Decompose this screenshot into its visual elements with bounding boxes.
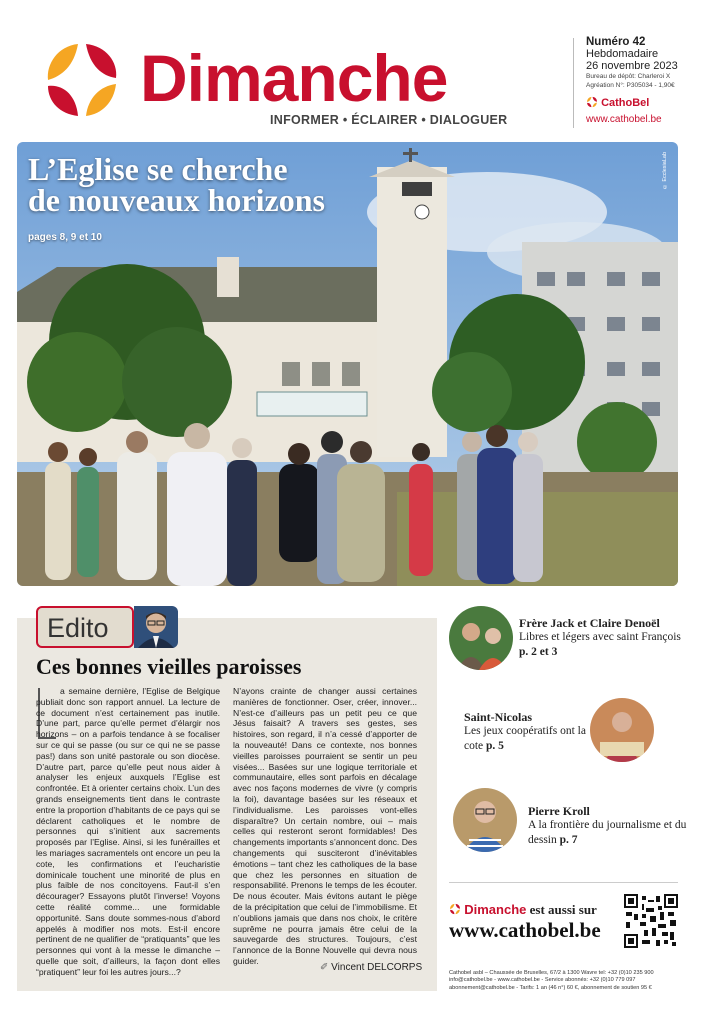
photo-credit: © EcclesiaLab: [662, 152, 668, 190]
website-link[interactable]: www.cathobel.be: [586, 114, 662, 125]
teaser-3-pages: p. 7: [559, 834, 578, 846]
cover-headline: [28, 151, 325, 218]
teaser-3-subtitle: A la frontière du journalisme et du dessin: [528, 819, 687, 846]
promo-url[interactable]: www.cathobel.be: [449, 918, 601, 942]
publisher-logo: [586, 96, 649, 109]
edito-label: Edito: [47, 613, 109, 643]
masthead-tagline: INFORMER • ÉCLAIRER • DIALOGUER: [270, 113, 508, 127]
teaser-1-title: Frère Jack et Claire Denoël: [519, 616, 660, 630]
masthead-divider: [573, 38, 574, 128]
dimanche-small-logo-icon: [449, 903, 461, 915]
promo-brand: Dimanche: [464, 902, 527, 917]
edito-column-1: a semaine dernière, l’Eglise de Belgique publiait donc son rapport annuel. La lecture de ce document n’est certainement pas inutile. D’une part, parce qu’elle permet d’élargir nos horizons – on a parfois tendance à se focaliser sur ce qui se passe (ou sur ce qui ne se passe pas!) dans son unité pastorale ou son diocèse. D’autre part, parce qu’elle peut nous aider à analyser les enjeux auxquels l’Eglise est confrontée. Et à orienter certains choix. L’un des grands enseignements tient dans le contraste entre la proportion d’habitants de ce pays qui se déclarent catholiques et le nombre de personnes qui s’initient aux sacrements proposés par l’Eglise. Ainsi, si les funérailles et les mariages sacramentels ont encore un peu la cote, les confirmations et l’eucharistie dominicale touchent une minorité de plus en plus faible de nos concitoyens. Faut-il s’en décourager? Essayons plutôt l’inverse! Voyons cette réalité comme... une formidable opportunité. Sans doute sommes-nous d’abord appelés à modifier nos mots. Est-il encore pertinent de ne qualifier de “pratiquants” que les personnes qui vont à la messe le dimanche – quelle que soit, d’ailleurs, la façon dont elles “pratiquent” leur foi les autres jours...?: [36, 686, 220, 977]
teaser-1-photo: [449, 606, 513, 670]
masthead-brand: Dimanche: [140, 41, 448, 115]
teaser-3-title: Pierre Kroll: [528, 804, 590, 818]
cover-headline-line1: L’Eglise se cherche: [28, 151, 288, 187]
issue-info: [586, 36, 678, 90]
cover-pages: pages 8, 9 et 10: [28, 232, 102, 243]
issue-depot: Bureau de dépôt: Charleroi X: [586, 73, 671, 80]
teaser-2-pages: p. 5: [486, 740, 504, 752]
footer-contact: Cathobel asbl – Chaussée de Bruxelles, 67/2 à 1300 Wavre tel: +32 (0)10 235 900 info@cathobel.be - www.cathobel.be - Service abonnés: +32 (0)10 779 097 abonnement@cathobel.be - Tarifs: 1 an (46 n°) 60 €, abonnement de soutien 95 €: [449, 970, 654, 991]
edito-title: Ces bonnes vieilles paroisses: [36, 654, 302, 679]
edito-signature: [320, 962, 422, 973]
promo-line: [449, 902, 597, 918]
edito-author: Vincent DELCORPS: [331, 962, 423, 973]
teaser-2-title: Saint-Nicolas: [464, 710, 533, 724]
teaser-1-pages: p. 2 et 3: [519, 646, 558, 658]
edito-column-2: N’ayons crainte de changer aussi certaines manières de fonctionner. Oser, créer, innover... N’est-ce d’ailleurs pas un petit peu ce que Jésus faisait? A travers ses gestes, ses histoires, son regard, il n’a cessé d’apporter de la nouveauté! Dans ce contexte, nos bonnes vieilles paroisses pourraient se sentir un peu visées... Basées sur une logique territoriale et communautaire, elles sont parfois en décalage avec nos façons modernes de vivre (y compris la foi), davantage basées sur les réseaux et l’individualisme. Les paroisses vont-elles disparaître? Un certain nombre, oui – mais celles qui resteront seront formidables! Des changements importants s’annoncent donc. Des changements qui susciteront d’inévitables émotions – tant chez les catholiques de la base que chez les personnes en situation de responsabilité. Prenons le temps de les écouter. De nous écouter. Mais évitons autant le piège de la précipitation que celui de l’immobilisme. Et n’oublions jamais que dans nos choix, le critère suprême ne pourra jamais être celui de la sauvegarde des structures. Toujours, c’est l’annonce de la Bonne Nouvelle qui devra nous guider.: [233, 686, 417, 966]
teaser-2-photo: [590, 698, 654, 762]
teaser-3-text: [528, 818, 698, 848]
edito-label-box: [36, 606, 134, 648]
teaser-3-photo: [453, 788, 517, 852]
teaser-1-text: [519, 630, 689, 660]
teaser-2-text: [464, 724, 594, 754]
pen-icon: ✐: [320, 962, 329, 973]
issue-date: 26 novembre 2023: [586, 60, 678, 72]
promo-divider: [449, 882, 678, 883]
dimanche-logo-icon: [40, 38, 124, 122]
issue-number: Numéro 42: [586, 36, 646, 48]
promo-text: est aussi sur: [529, 902, 597, 917]
issue-agreement: Agréation N°: P305034 - 1,90€: [586, 82, 675, 89]
teaser-2-subtitle: Les jeux coopératifs ont la cote: [464, 725, 586, 752]
qr-code-icon[interactable]: [624, 894, 678, 948]
cover-headline-line2: de nouveaux horizons: [28, 182, 325, 218]
publisher-name: CathoBel: [601, 97, 650, 109]
cathobel-logo-icon: [586, 96, 598, 108]
issue-frequency: Hebdomadaire: [586, 48, 659, 60]
author-portrait: [134, 606, 178, 648]
teaser-1-subtitle: Libres et légers avec saint François: [519, 631, 681, 643]
